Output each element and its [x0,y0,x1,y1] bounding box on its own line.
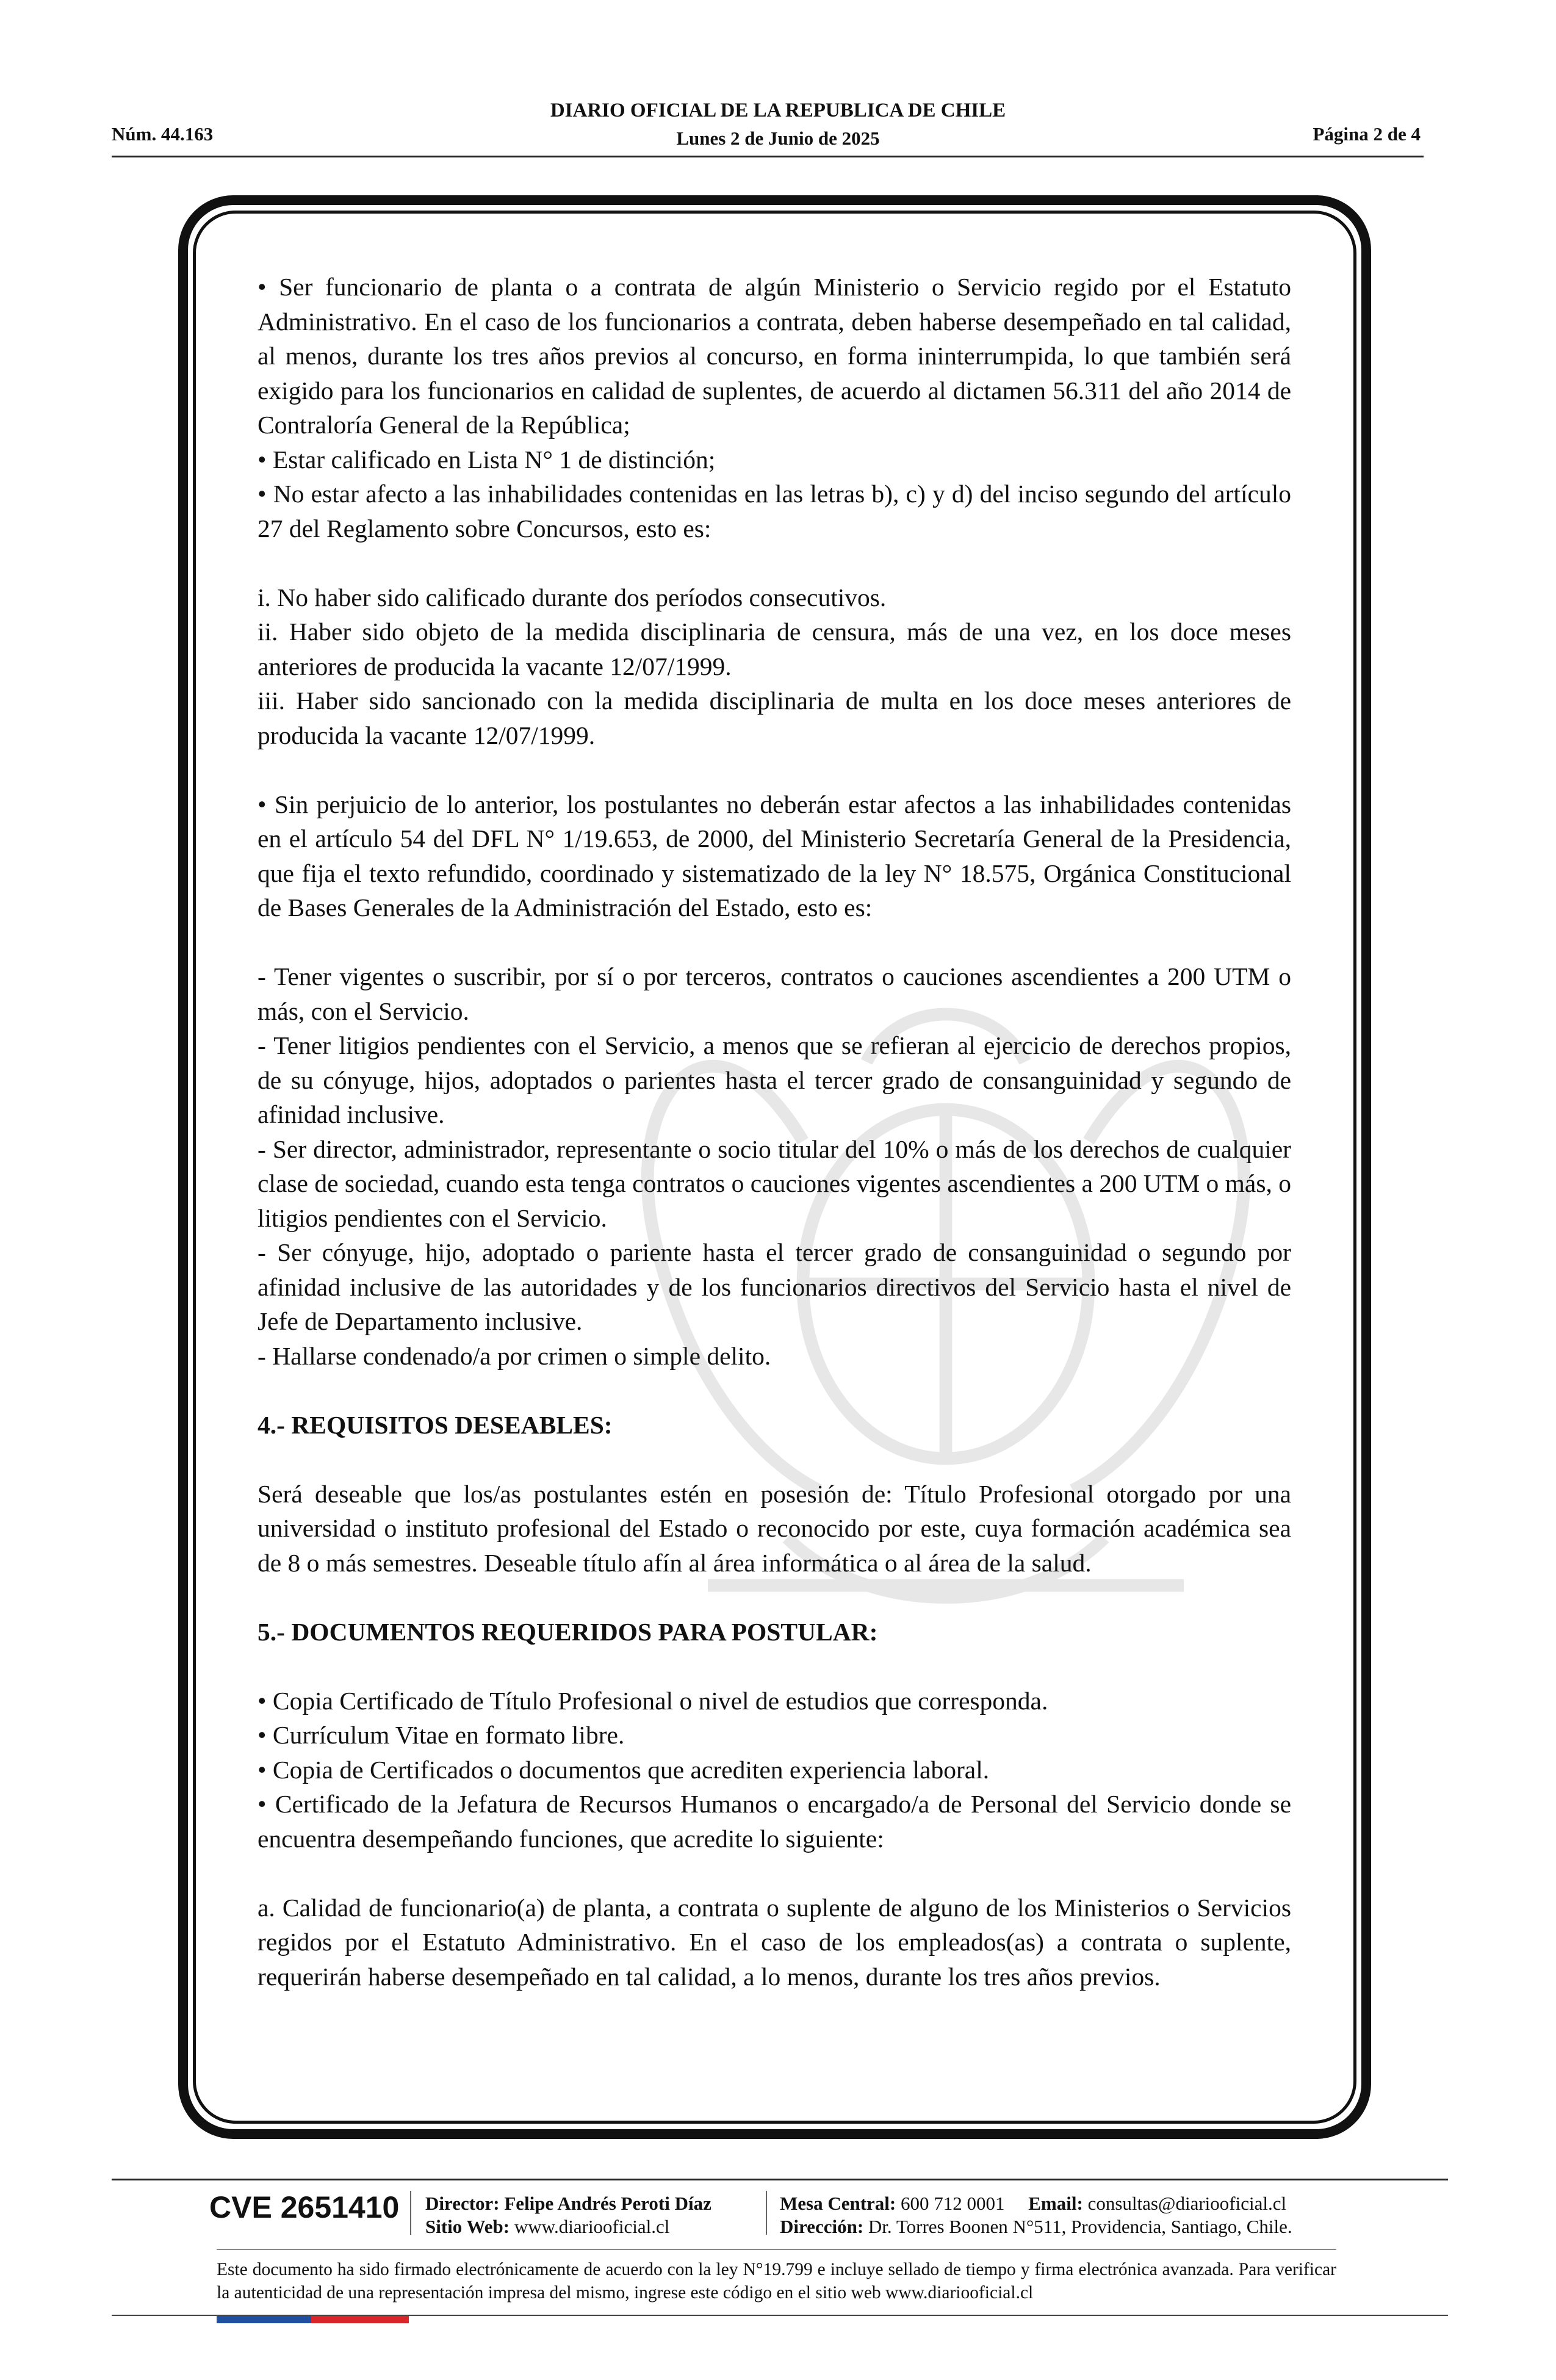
certificate-item: a. Calidad de funcionario(a) de planta, a contrata o suplente de alguno de los Ministerios o Servicios regidos por el Estatuto Administrativo. En el caso de los empleados(as) a contrata o suplente, requerirán haberse desempeñado en tal calidad, a lo menos, durante los tres años previos. [258,1893,1291,1991]
mesa-value: 600 712 0001 [901,2193,1005,2214]
requirement-paragraph: • Sin perjuicio de lo anterior, los postulantes no deberán estar afectos a las inhabilidades contenidas en el artículo 54 del DFL N° 1/19.653, de 2000, del Ministerio Secretaría General de la Presidencia, que fija el texto refundido, coordinado y sistematizado de la ley N° 18.575, Orgánica Constitucional de Bases Generales de la Administración del Estado, esto es: [258,790,1291,921]
inhability-item: - Tener vigentes o suscribir, por sí o por terceros, contratos o cauciones ascendientes a 200 UTM o más, con el Servicio. [258,962,1291,1025]
web-link[interactable]: www.diariooficial.cl [514,2216,670,2237]
document-item: • Copia Certificado de Título Profesional o nivel de estudios que corresponda. [258,1686,1048,1715]
requirement-paragraph: • Estar calificado en Lista N° 1 de distinción; [258,445,716,474]
section-heading-documents: 5.- DOCUMENTOS REQUERIDOS PARA POSTULAR: [258,1617,878,1646]
document-body [258,270,1291,1994]
document-item: • Copia de Certificados o documentos que acrediten experiencia laboral. [258,1755,990,1784]
footer-separator [766,2191,767,2235]
footer-divider [112,2179,1448,2180]
document-item: • Certificado de la Jefatura de Recursos Humanos o encargado/a de Personal del Servicio donde se encuentra desempeñando funciones, que acredite lo siguiente: [258,1790,1291,1853]
inhability-item: i. No haber sido calificado durante dos períodos consecutivos. [258,583,887,611]
requirement-paragraph: • No estar afecto a las inhabilidades contenidas en las letras b), c) y d) del inciso segundo del artículo 27 del Reglamento sobre Concursos, esto es: [258,480,1291,543]
requirement-paragraph: • Ser funcionario de planta o a contrata de algún Ministerio o Servicio regido por el Estatuto Administrativo. En el caso de los funcionarios a contrata, deben haberse desempeñado en tal calidad, al menos, durante los tres años previos al concurso, en forma ininterrumpida, lo que también será exigido para los funcionarios en calidad de suplentes, de acuerdo al dictamen 56.311 del año 2014 de Contraloría General de la República; [258,273,1291,439]
publication-title: DIARIO OFICIAL DE LA REPUBLICA DE CHILE [550,99,1006,121]
inhability-item: - Ser cónyuge, hijo, adoptado o pariente hasta el tercer grado de consanguinidad o segundo por afinidad inclusive de las autoridades y de los funcionarios directivos del Servicio hasta el nivel de Jefe de Departamento inclusive. [258,1238,1291,1335]
footer-inner-divider [217,2249,1336,2250]
desirable-paragraph: Será deseable que los/as postulantes estén en posesión de: Título Profesional otorgado por una universidad o instituto profesional del Estado o reconocido por este, cuya formación académica sea de 8 o más semestres. Deseable título afín al área informática o al área de la salud. [258,1479,1291,1577]
footer-separator [410,2191,411,2235]
email-label: Email: [1028,2193,1083,2214]
mesa-label: Mesa Central: [780,2193,896,2214]
section-heading-desirable: 4.- REQUISITOS DESEABLES: [258,1410,613,1439]
director-info [425,2192,711,2238]
header-divider [112,156,1424,157]
flag-stripe-blue [217,2316,311,2323]
email-link[interactable]: consultas@diariooficial.cl [1087,2193,1287,2214]
address-label: Dirección: [780,2216,864,2237]
publication-date: Lunes 2 de Junio de 2025 [676,128,880,149]
page-number: Página 2 de 4 [1313,123,1421,145]
legal-notice: Este documento ha sido firmado electrónicamente de acuerdo con la ley N°19.799 e incluye sellado de tiempo y firma electrónica avanzada. Para verificar la autenticidad de una representación impresa del mismo, ingrese este código en el sitio web www.diariooficial.cl [217,2260,1336,2302]
document-item: • Currículum Vitae en formato libre. [258,1721,625,1749]
inhability-item: - Hallarse condenado/a por crimen o simple delito. [258,1341,771,1370]
address-value: Dr. Torres Boonen N°511, Providencia, Santiago, Chile. [868,2216,1292,2237]
director-label: Director: Felipe Andrés Peroti Díaz [425,2193,711,2214]
contact-info [780,2192,1292,2238]
inhability-item: ii. Haber sido objeto de la medida disciplinaria de censura, más de una vez, en los doce meses anteriores de producida la vacante 12/07/1999. [258,618,1291,680]
cve-code: CVE 2651410 [209,2190,400,2224]
inhability-item: - Ser director, administrador, representante o socio titular del 10% o más de los derechos de cualquier clase de sociedad, cuando esta tenga contratos o cauciones vigentes ascendientes a 200 UTM o más, o litigios pendientes con el Servicio. [258,1134,1292,1232]
inhability-item: iii. Haber sido sancionado con la medida disciplinaria de multa en los doce meses anteriores de producida la vacante 12/07/1999. [258,687,1291,749]
web-label: Sitio Web: [425,2216,510,2237]
inhability-item: - Tener litigios pendientes con el Servicio, a menos que se refieran al ejercicio de derechos propios, de su cónyuge, hijos, adoptados o parientes hasta el tercer grado de consanguinidad y segundo de afinidad inclusive. [258,1031,1291,1128]
issue-number: Núm. 44.163 [112,123,214,145]
flag-stripe-red [311,2316,409,2323]
